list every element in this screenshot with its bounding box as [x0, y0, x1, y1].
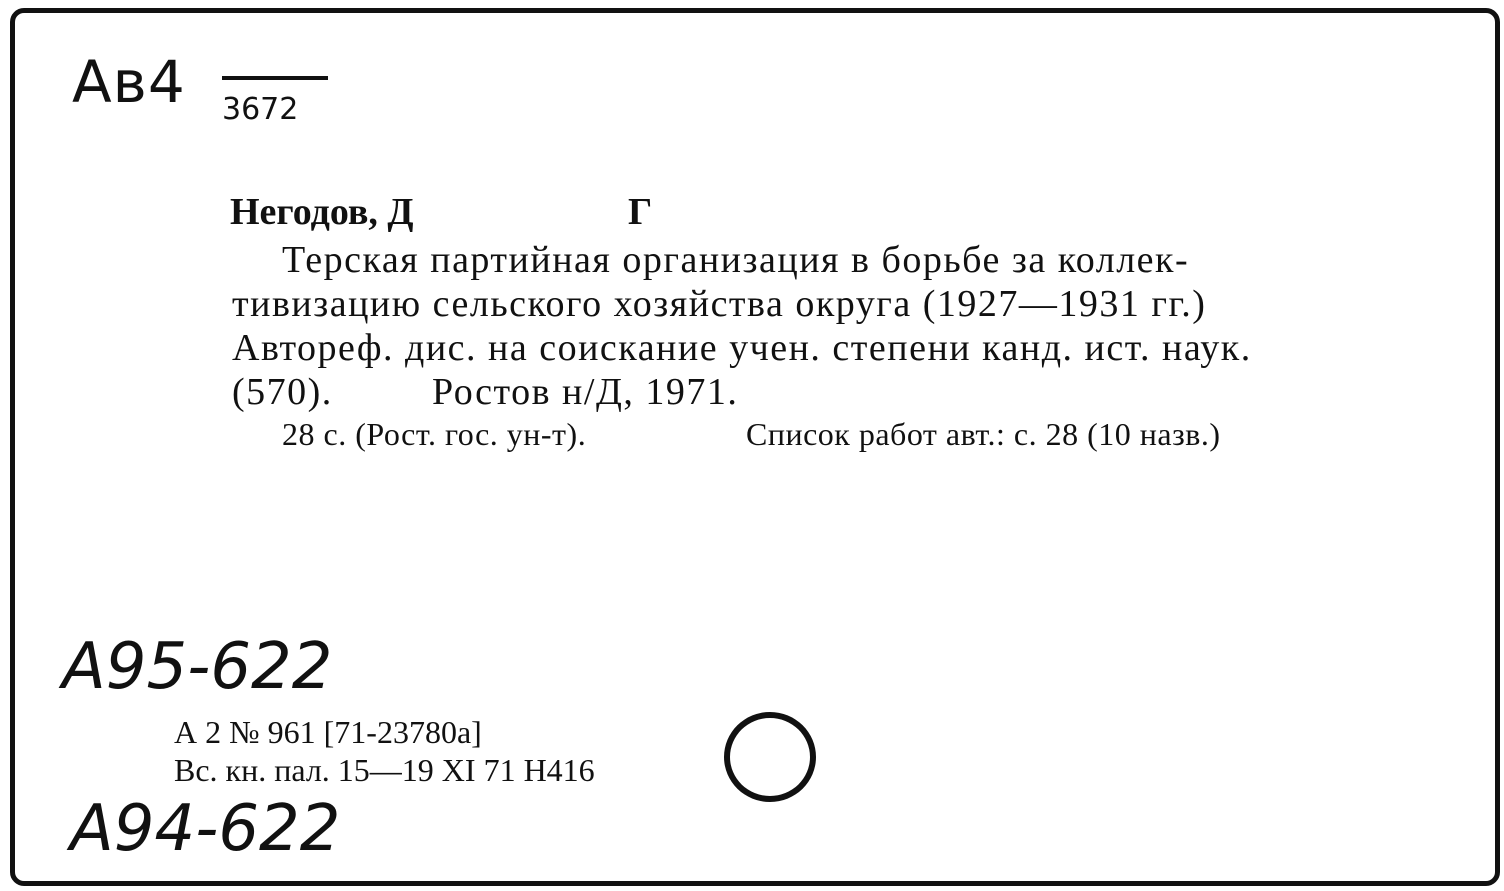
publication-place-year: Ростов н/Д, 1971. — [432, 371, 739, 413]
shelfmark-number: 3672 — [222, 92, 299, 127]
title-line-1: Терская партийная организация в борьбе за коллек- — [282, 239, 1190, 281]
title-line-4-code: (570). — [232, 371, 333, 413]
handwritten-mark-1: А95-622 — [62, 630, 333, 704]
title-line-3: Автореф. дис. на соискание учен. степени канд. ист. наук. — [232, 327, 1252, 369]
handwritten-mark-2: А94-622 — [70, 792, 341, 866]
bibliography-note: Список работ авт.: с. 28 (10 назв.) — [746, 416, 1221, 452]
catalog-ref-line-2: Вс. кн. пал. 15—19 XI 71 Н416 — [174, 752, 595, 788]
title-line-2: тивизацию сельского хозяйства округа (1927—1931 гг.) — [232, 283, 1207, 325]
pages-institution: 28 с. (Рост. гос. ун-т). — [282, 416, 587, 452]
shelfmark-code: Ав4 — [72, 48, 186, 116]
author-initial: Г — [628, 191, 653, 233]
author-name: Негодов, Д — [230, 191, 414, 233]
circle-stamp — [724, 712, 816, 802]
catalog-ref-line-1: А 2 № 961 [71-23780а] — [174, 714, 482, 750]
shelfmark-divider — [222, 76, 328, 80]
